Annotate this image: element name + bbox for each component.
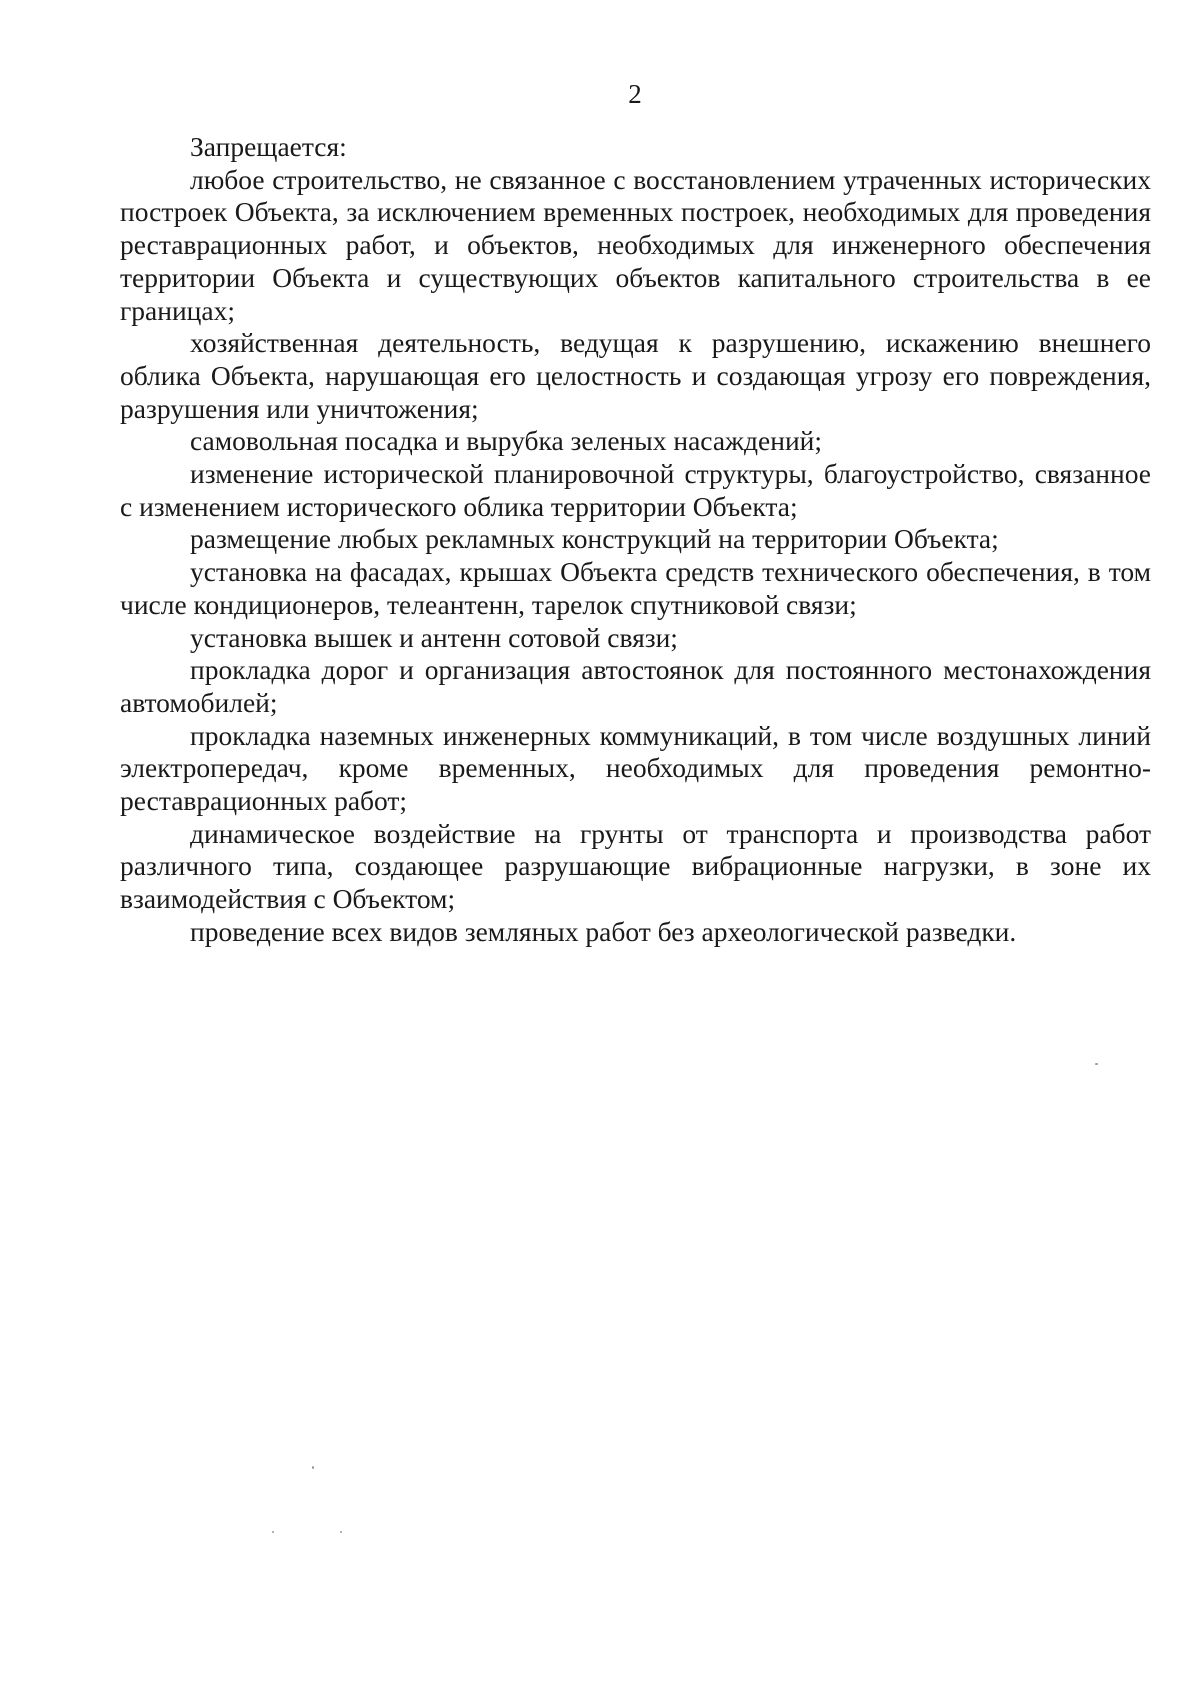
prohibition-item: прокладка дорог и организация автостоянок для постоянного местонахождения автомобилей; <box>120 654 1151 718</box>
scan-speck <box>272 1531 274 1533</box>
prohibition-item: самовольная посадка и вырубка зеленых насаждений; <box>190 425 823 457</box>
prohibition-item: любое строительство, не связанное с восстановлением утраченных исторических построек Объекта, за исключением временных построек, необходимых для проведения реставрационных работ, и объектов, необходимых для инженерного обеспечения территории Объекта и существующих объектов капитального строительства в ее границах; <box>120 163 1151 326</box>
prohibition-item: проведение всех видов земляных работ без археологической разведки. <box>190 915 1017 947</box>
scan-speck <box>340 1531 342 1533</box>
prohibition-item: динамическое воздействие на грунты от транспорта и производства работ различного типа, создающее разрушающие вибрационные нагрузки, в зоне их взаимодействия с Объектом; <box>120 817 1151 915</box>
prohibition-item: установка вышек и антенн сотовой связи; <box>190 621 678 653</box>
section-heading: Запрещается: <box>190 131 347 162</box>
page-number: 2 <box>628 79 642 109</box>
prohibition-item: изменение исторической планировочной структуры, благоустройство, связанное с изменением исторического облика территории Объекта; <box>120 458 1151 522</box>
prohibition-item: хозяйственная деятельность, ведущая к разрушению, искажению внешнего облика Объекта, нарушающая его целостность и создающая угрозу его повреждения, разрушения или уничтожения; <box>120 327 1151 424</box>
prohibition-item: установка на фасадах, крышах Объекта средств технического обеспечения, в том числе кондиционеров, телеантенн, тарелок спутниковой связи; <box>120 556 1151 620</box>
document-body <box>120 131 1151 949</box>
scan-speck <box>312 1466 314 1469</box>
scan-speck <box>1095 1063 1098 1065</box>
prohibition-item: размещение любых рекламных конструкций на территории Объекта; <box>190 523 999 555</box>
prohibition-item: прокладка наземных инженерных коммуникаций, в том числе воздушных линий электропередач, кроме временных, необходимых для проведения ремонтно-реставрационных работ; <box>120 719 1151 817</box>
